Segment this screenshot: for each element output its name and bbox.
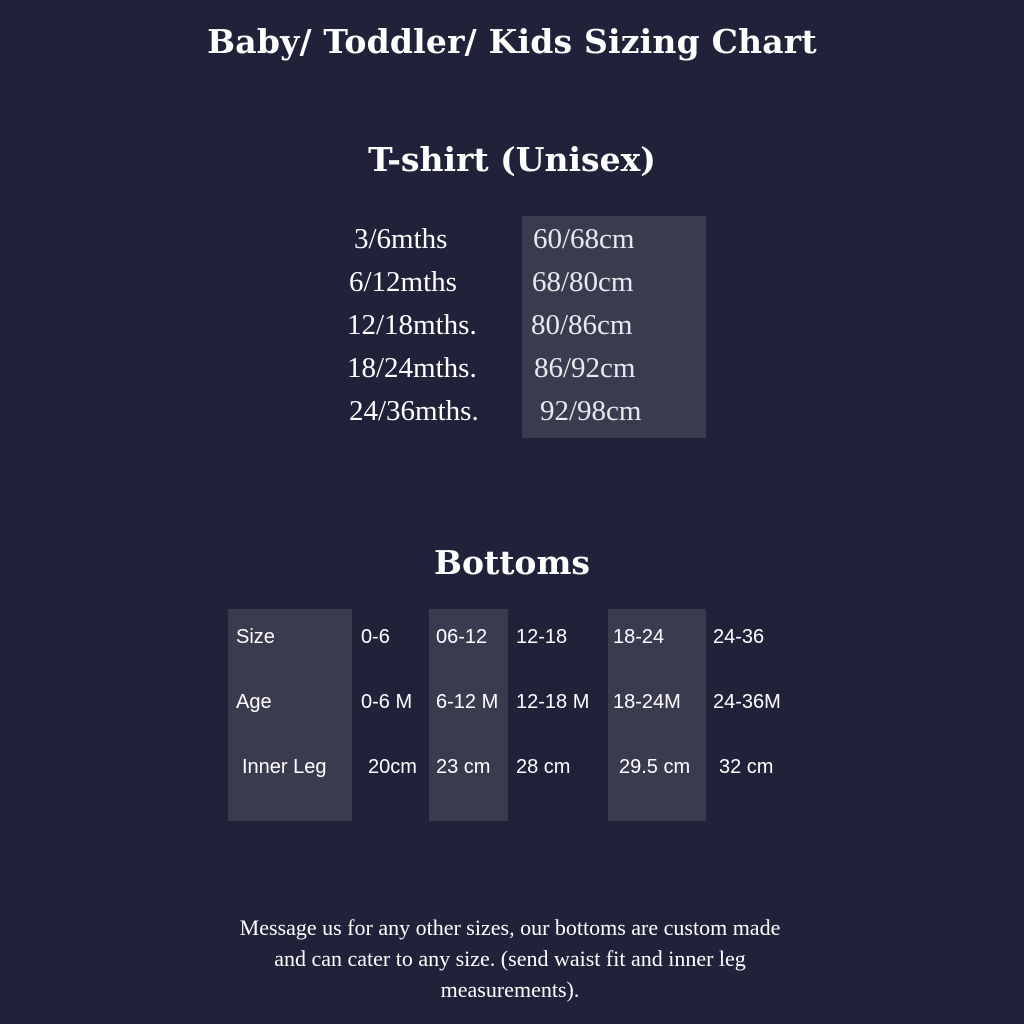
tshirt-age-cell: 18/24mths. (347, 352, 477, 384)
footer-note (150, 912, 870, 1005)
bottoms-size-cell: 18-24 (613, 626, 665, 648)
bottoms-size-cell: 24-36 (713, 626, 765, 648)
tshirt-age-cell: 6/12mths (349, 266, 457, 298)
bottoms-heading: Bottoms (434, 543, 590, 582)
bottoms-size-cell: 06-12 (436, 626, 488, 648)
bottoms-age-cell: 24-36M (713, 691, 781, 713)
page-title: Baby/ Toddler/ Kids Sizing Chart (207, 22, 817, 61)
bottoms-age-cell: 18-24M (613, 691, 681, 713)
bottoms-age-cell: 0-6 M (361, 691, 413, 713)
bottoms-row-label: Age (236, 691, 272, 713)
bottoms-inner-leg-cell: 20cm (368, 756, 417, 778)
tshirt-age-cell: 12/18mths. (347, 309, 477, 341)
bottoms-age-cell: 6-12 M (436, 691, 499, 713)
tshirt-size-cell: 68/80cm (532, 266, 634, 298)
footer-line: measurements). (440, 977, 580, 1002)
bottoms-size-cell: 12-18 (516, 626, 568, 648)
tshirt-size-cell: 80/86cm (531, 309, 633, 341)
bottoms-row-label: Size (236, 626, 275, 648)
bottoms-inner-leg-cell: 23 cm (436, 756, 491, 778)
tshirt-age-cell: 3/6mths (354, 223, 448, 255)
tshirt-size-cell: 86/92cm (534, 352, 636, 384)
footer-line: and can cater to any size. (send waist fit and inner leg (274, 946, 746, 971)
bottoms-size-cell: 0-6 (361, 626, 390, 648)
bottoms-inner-leg-cell: 32 cm (719, 756, 774, 778)
tshirt-age-cell: 24/36mths. (349, 395, 479, 427)
bottoms-inner-leg-cell: 29.5 cm (619, 756, 691, 778)
bottoms-age-cell: 12-18 M (516, 691, 590, 713)
bottoms-row-label: Inner Leg (242, 756, 327, 778)
tshirt-heading: T-shirt (Unisex) (368, 140, 656, 179)
footer-line: Message us for any other sizes, our bottoms are custom made (239, 915, 781, 940)
tshirt-size-cell: 92/98cm (540, 395, 642, 427)
bottoms-inner-leg-cell: 28 cm (516, 756, 571, 778)
tshirt-size-cell: 60/68cm (533, 223, 635, 255)
